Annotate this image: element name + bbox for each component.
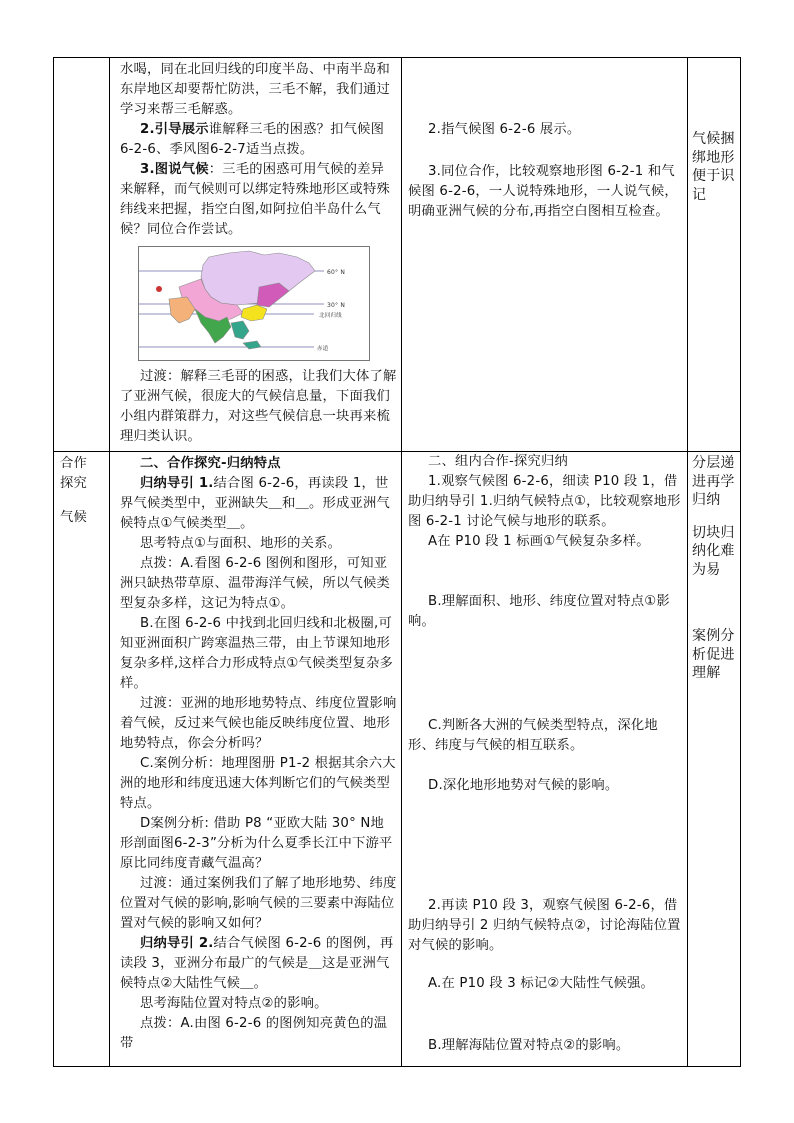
stage-cell [54, 58, 110, 452]
design-intent-cell [688, 452, 741, 1067]
student-activity-cell [402, 452, 688, 1067]
teacher-activity-cell [110, 58, 402, 452]
paragraph: C.判断各大洲的气候类型特点，深化地形、纬度与气候的相互联系。 [408, 718, 658, 753]
design-intent-cell: 气候捆绑地形便于识记 [688, 58, 741, 452]
paragraph: 3.同位合作，比较观察地形图 6-2-1 和气候图 6-2-6，一人说特殊地形，一人说气候，明确亚洲气候的分布,再指空白图相互检查。 [408, 164, 678, 219]
paragraph: A.在 P10 段 3 标记②大陆性气候强。 [428, 976, 654, 991]
paragraph: 归纳导引 2.结合气候图 6-2-6 的图例，再读段 3，亚洲分布最广的气候是＿这是亚洲气候特点②大陆性气候＿。 [120, 936, 394, 991]
stage-title: 合作探究 [60, 456, 87, 491]
paragraph: B.在图 6-2-6 中找到北回归线和北极圈,可知亚洲面积广跨寒温热三带，由上节课知地形复杂多样,这样合力形成特点①气候类型复杂多样。 [120, 616, 393, 691]
section-heading: 二、合作探究-归纳特点 [140, 456, 281, 471]
lesson-plan-table [53, 57, 741, 1067]
student-activity-cell [402, 58, 688, 452]
lat-30-label: 30° N [327, 302, 346, 309]
step-label: 2.引导展示 [140, 122, 209, 137]
teacher-activity-cell [110, 452, 402, 1067]
asia-climate-map [138, 246, 370, 361]
paragraph: B.理解面积、地形、纬度位置对特点①影响。 [408, 594, 670, 629]
lat-60-label: 60° N [327, 269, 346, 276]
paragraph: 过渡：通过案例我们了解了地形地势、纬度位置对气候的影响,影响气候的三要素中海陆位置对气候的影响又如何？ [120, 876, 397, 931]
stage-topic: 气候 [60, 510, 87, 525]
table-row [54, 452, 741, 1067]
section-heading: 二、组内合作-探究归纳 [428, 454, 568, 469]
tropic-label: 北回归线 [319, 313, 342, 319]
intent-note: 案例分析促进理解 [692, 628, 735, 681]
paragraph: 过渡：解释三毛哥的困惑，让我们大体了解了亚洲气候，很庞大的气候信息量，下面我们小组内群策群力，对这些气候信息一块再来梳理归类认识。 [120, 369, 397, 444]
paragraph: A在 P10 段 1 标画①气候复杂多样。 [428, 534, 650, 549]
paragraph: D.深化地形地势对气候的影响。 [428, 778, 619, 793]
step-label: 3.图说气候 [140, 162, 209, 177]
paragraph: 点拨：A.看图 6-2-6 图例和图形，可知亚洲只缺热带草原、温带海洋气候，所以气候类型复杂多样，这记为特点①。 [120, 556, 390, 611]
table-row [54, 58, 741, 452]
paragraph: C.案例分析：地理图册 P1-2 根据其余六大洲的地形和纬度迅速大体判断它们的气候类型特点。 [120, 756, 396, 811]
paragraph: 点拨：A.由图 6-2-6 的图例知亮黄色的温带 [120, 1016, 388, 1051]
paragraph: 2.引导展示谁解释三毛的困惑？扣气候图6-2-6、季风图6-2-7适当点拨。 [120, 122, 385, 157]
intent-note: 分层递进再学归纳 [692, 455, 735, 508]
paragraph: 思考海陆位置对特点②的影响。 [140, 996, 328, 1011]
stage-cell [54, 452, 110, 1067]
intent-note: 切块归纳化难为易 [692, 524, 735, 578]
paragraph: B.理解海陆位置对特点②的影响。 [428, 1038, 630, 1053]
equator-label: 赤道 [317, 346, 329, 352]
paragraph: 思考特点①与面积、地形的关系。 [140, 536, 342, 551]
step-label: 归纳导引 1. [140, 476, 214, 491]
paragraph: 2.再读 P10 段 3，观察气候图 6-2-6，借助归纳导引 2 归纳气候特点②，讨论海陆位置对气候的影响。 [408, 898, 681, 953]
step-label: 归纳导引 2. [140, 936, 214, 951]
paragraph: 归纳导引 1.结合图 6-2-6，再读段 1，世界气候类型中，亚洲缺失＿和＿。形成亚洲气候特点①气候类型＿。 [120, 476, 390, 531]
paragraph: 1.观察气候图 6-2-6，细读 P10 段 1，借助归纳导引 1.归纳气候特点①，比较观察地形图 6-2-1 讨论气候与地形的联系。 [408, 474, 681, 529]
paragraph: 过渡：亚洲的地形地势特点、纬度位置影响着气候，反过来气候也能反映纬度位置、地形地势特点，你会分析吗？ [120, 696, 397, 751]
paragraph: 水喝，同在北回归线的印度半岛、中南半岛和东岸地区却要帮忙防洪，三毛不解，我们通过学习来帮三毛解惑。 [120, 62, 390, 117]
paragraph: 3.图说气候：三毛的困惑可用气候的差异来解释，而气候则可以绑定特殊地形区或特殊纬线来把握，指空白图,如阿拉伯半岛什么气候？同位合作尝试。 [120, 162, 390, 237]
paragraph: 2.指气候图 6-2-6 展示。 [428, 122, 581, 137]
paragraph: D案例分析: 借助 P8 “亚欧大陆 30° N地形剖面图6-2-3”分析为什么夏季长江中下游平原比同纬度青藏气温高？ [120, 816, 393, 871]
